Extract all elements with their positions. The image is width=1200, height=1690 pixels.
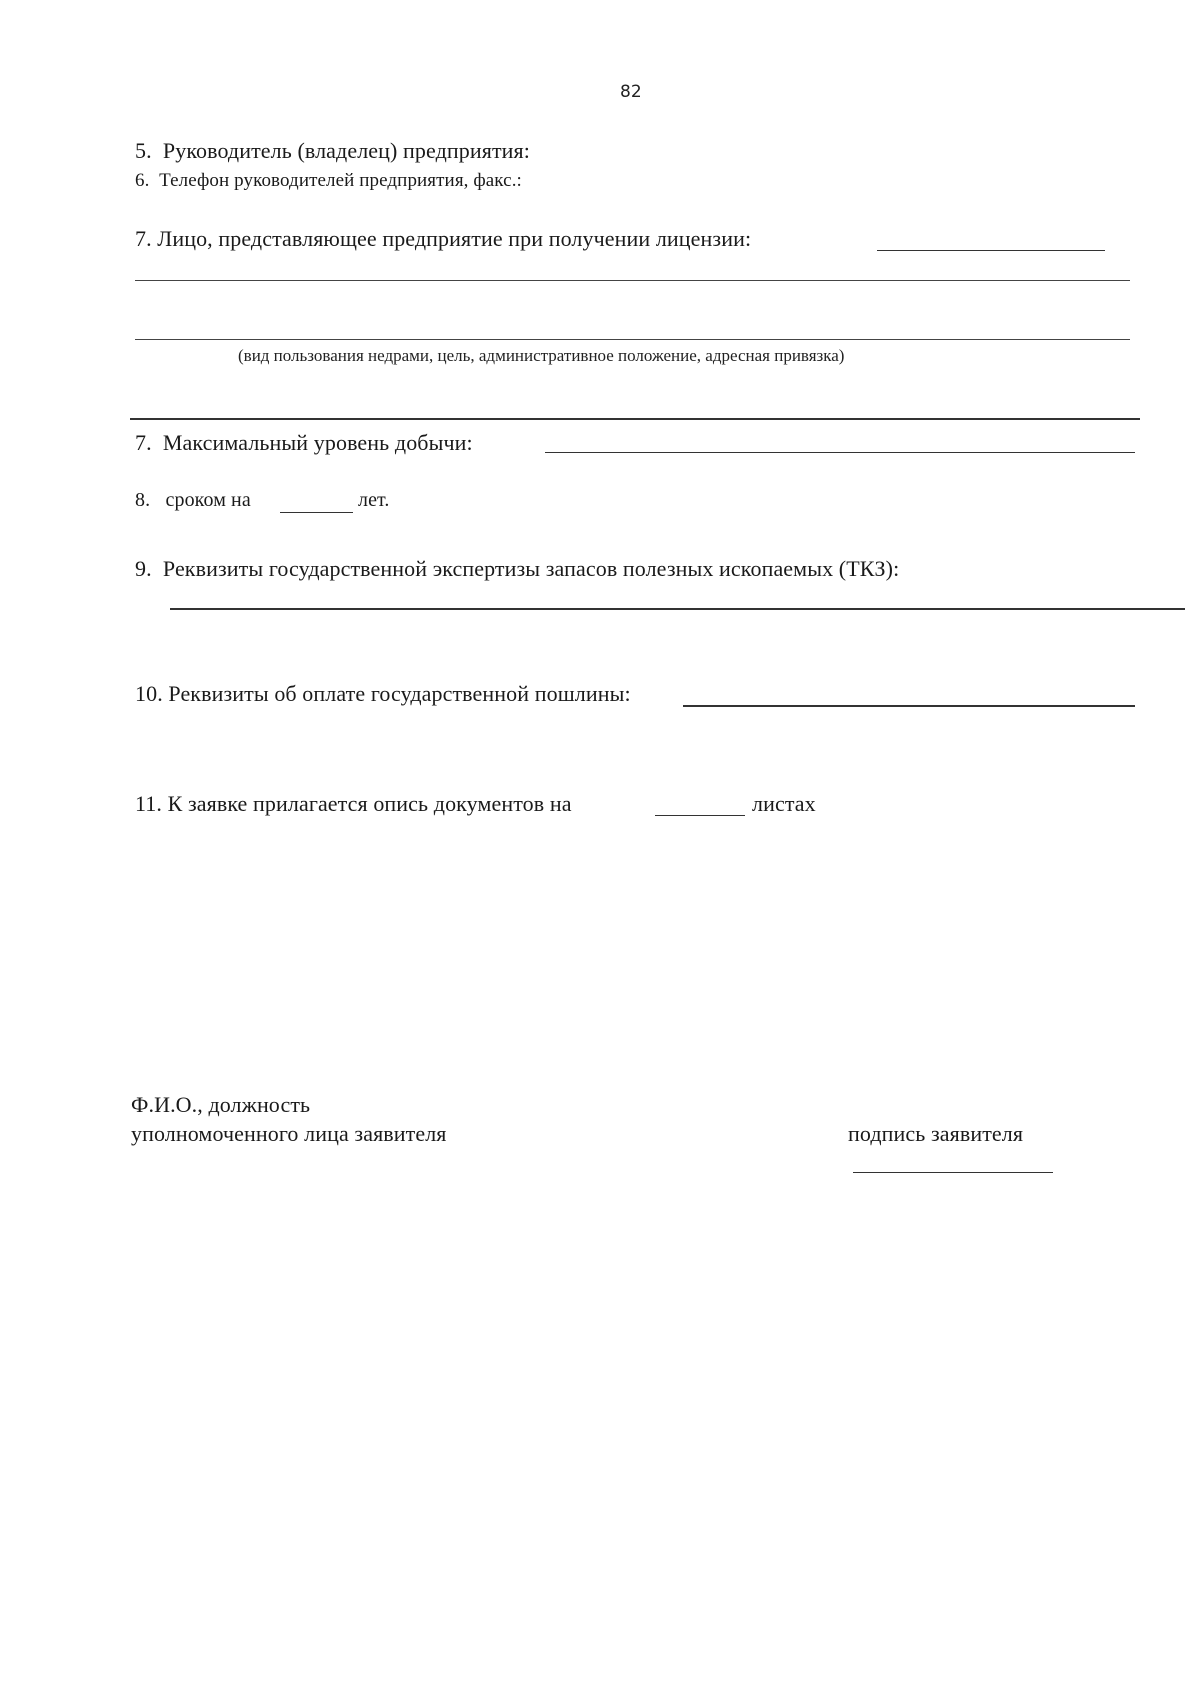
expertise-fill-line[interactable] xyxy=(170,608,1185,610)
signature-label: подпись заявителя xyxy=(848,1121,1024,1146)
item-7-max-production: 7. Максимальный уровень добычи: xyxy=(135,430,473,455)
item-10-state-fee: 10. Реквизиты об оплате государственной пошлины: xyxy=(135,681,631,706)
item-9-expertise: 9. Реквизиты государственной экспертизы запасов полезных ископаемых (ТКЗ): xyxy=(135,556,900,581)
signature-fill-line[interactable] xyxy=(853,1172,1053,1173)
state-fee-fill-line[interactable] xyxy=(683,705,1135,707)
term-prefix: 8. сроком на xyxy=(135,489,251,511)
signatory-name-label-line1: Ф.И.О., должность xyxy=(131,1092,311,1117)
representative-fill-line[interactable] xyxy=(877,250,1105,251)
item-6-phone: 6. Телефон руководителей предприятия, факс.: xyxy=(135,170,522,191)
item-8-term xyxy=(135,489,251,512)
subsoil-use-caption: (вид пользования недрами, цель, административное положение, адресная привязка) xyxy=(238,346,845,365)
signatory-name-label-line2: уполномоченного лица заявителя xyxy=(131,1121,447,1146)
page-number: 82 xyxy=(620,82,642,102)
representative-continuation-line-1[interactable] xyxy=(135,280,1130,281)
max-production-fill-line[interactable] xyxy=(545,452,1135,453)
term-suffix: лет. xyxy=(358,489,390,511)
item-7-representative: 7. Лицо, представляющее предприятие при получении лицензии: xyxy=(135,226,752,251)
inventory-sheets-fill-line[interactable] xyxy=(655,815,745,816)
representative-continuation-line-2[interactable] xyxy=(135,339,1130,340)
item-5-manager: 5. Руководитель (владелец) предприятия: xyxy=(135,138,530,163)
term-years-fill-line[interactable] xyxy=(280,512,353,513)
inventory-suffix: листах xyxy=(752,791,816,816)
item-11-inventory: 11. К заявке прилагается опись документов на xyxy=(135,791,572,816)
section-divider xyxy=(130,418,1140,420)
